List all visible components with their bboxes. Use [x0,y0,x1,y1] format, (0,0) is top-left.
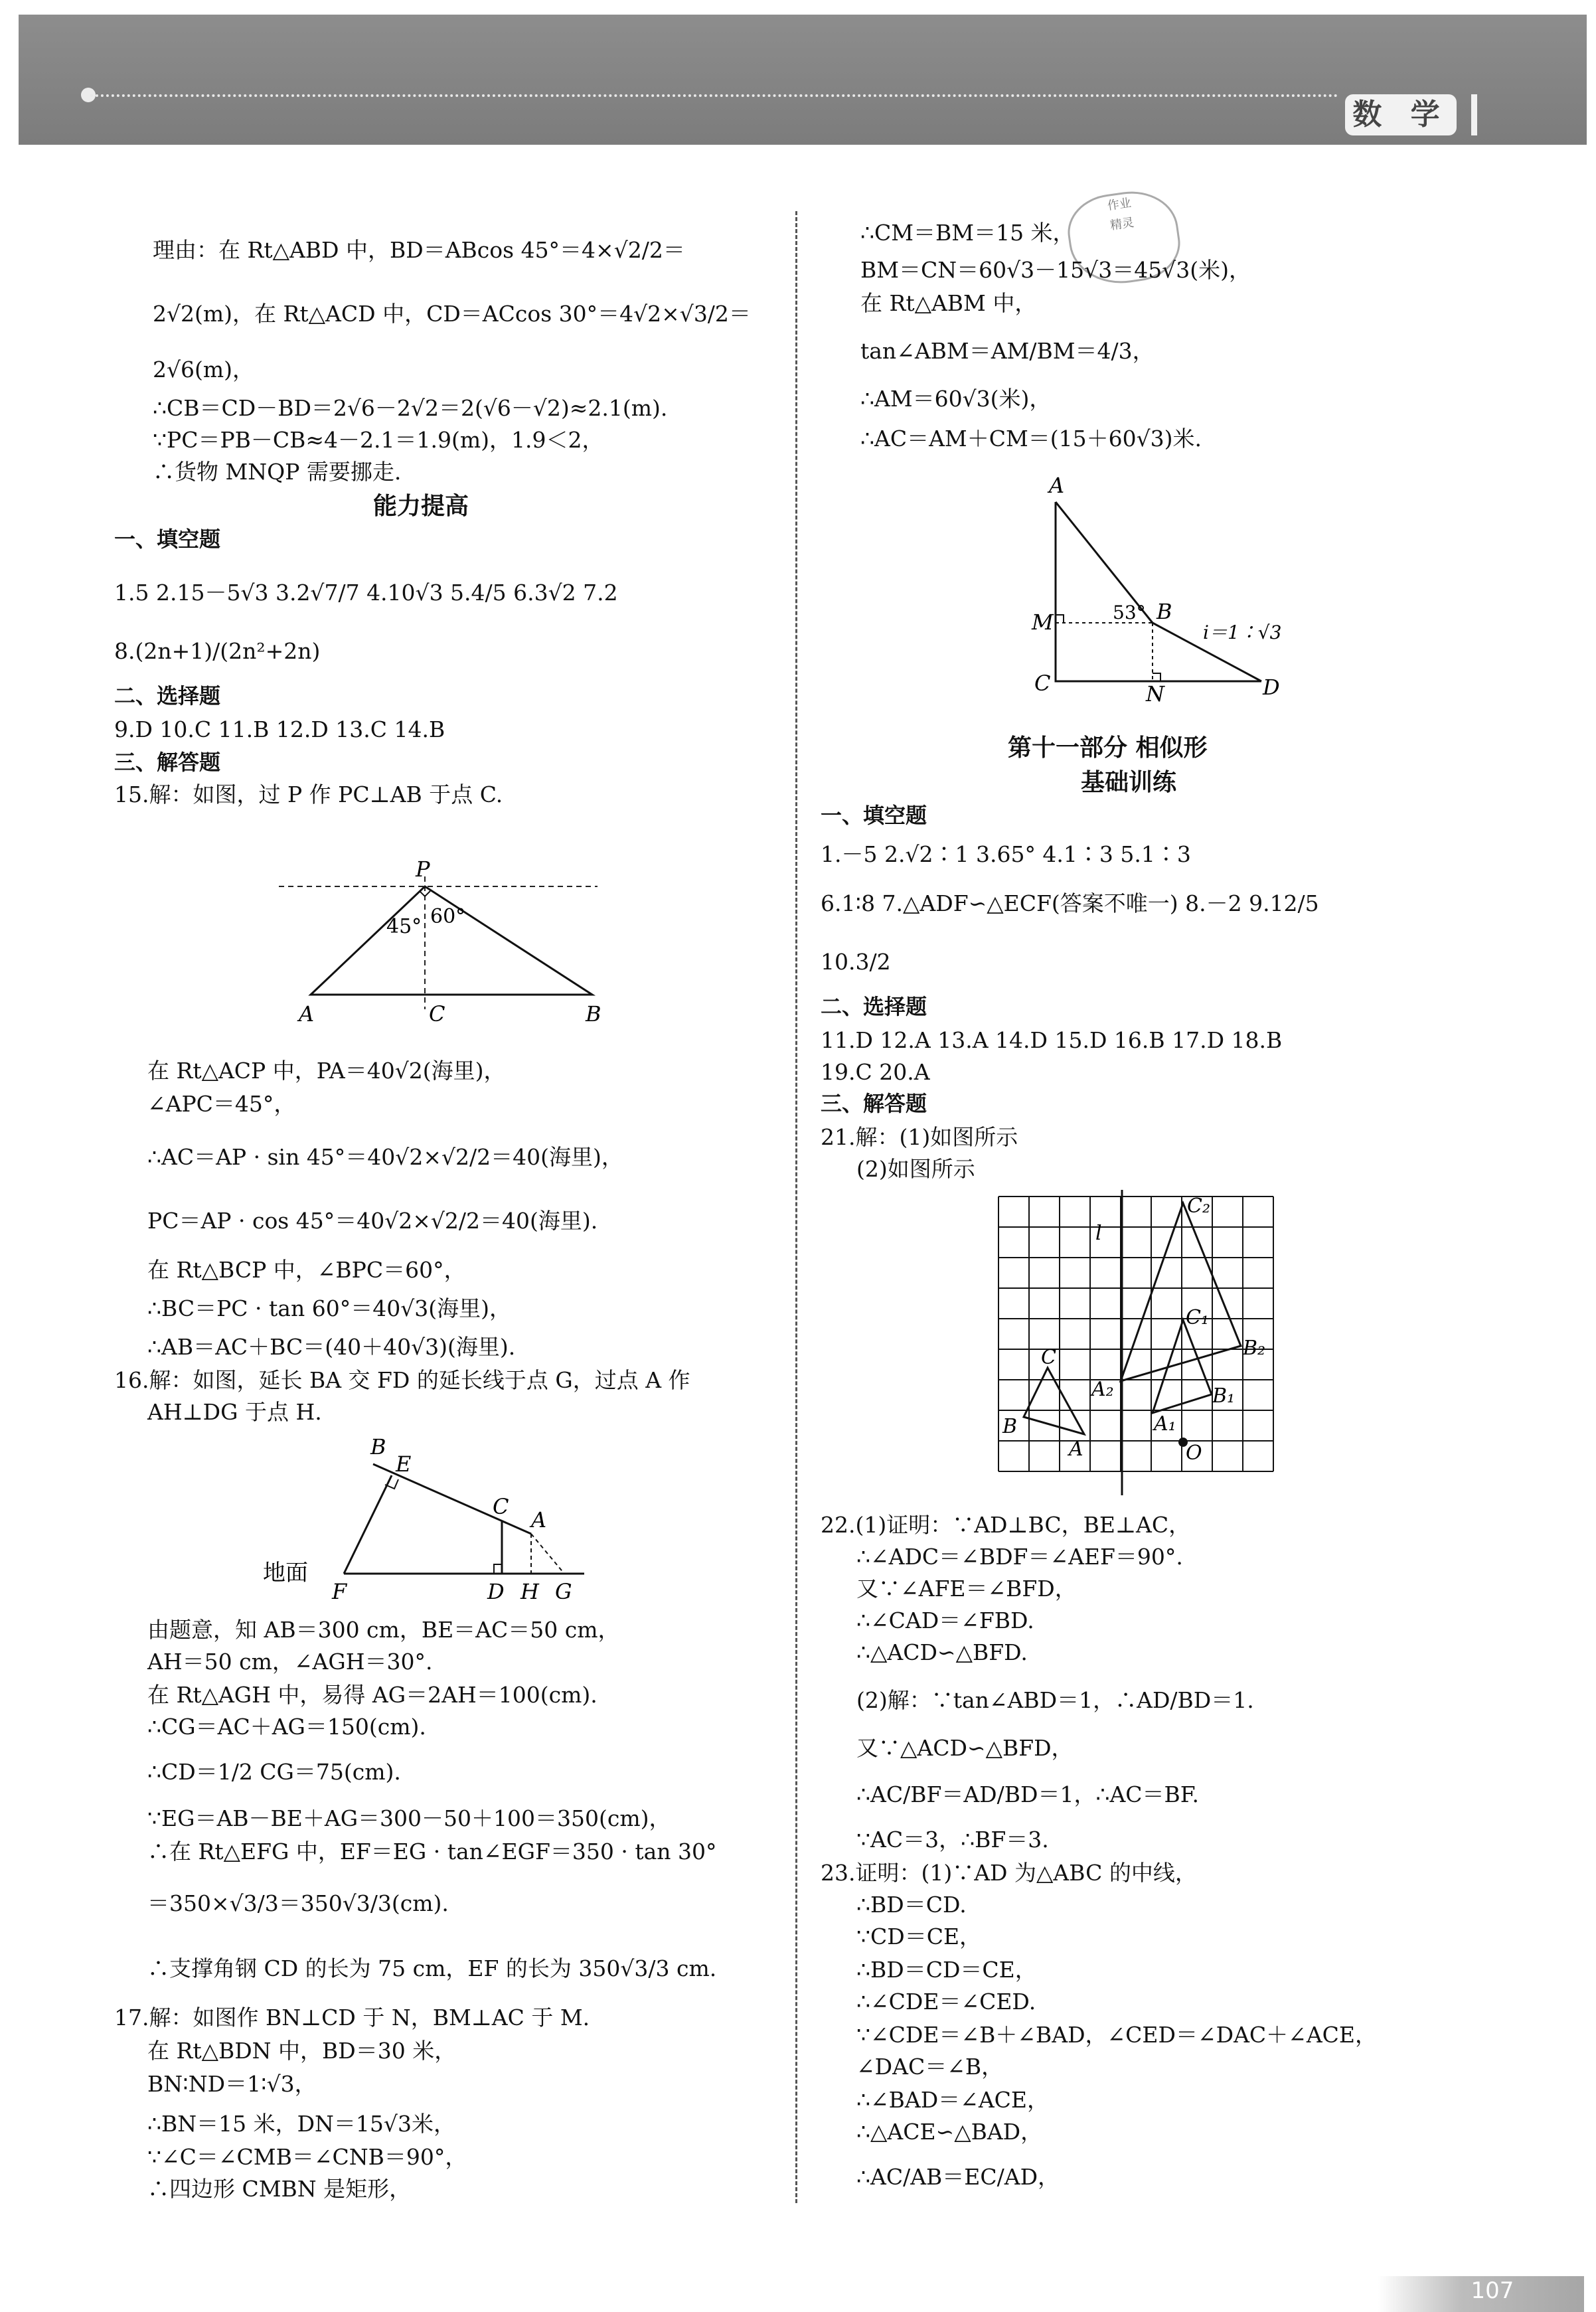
text-line: 23.证明：(1)∵AD 为△ABC 的中线， [821,1860,1197,1886]
label-b: B [1002,1415,1018,1438]
text-line: ∴CG＝AC＋AG＝150(cm). [147,1714,426,1740]
text-line: ∵AC＝3，∴BF＝3. [856,1827,1049,1853]
answer-line: 6.1∶8 7.△ADF∽△ECF(答案不唯一) 8.－2 9.12/5 [821,890,1319,916]
section-heading: 三、解答题 [114,750,221,775]
text-line: BM＝CN＝60√3－15√3＝45√3(米)， [860,257,1251,283]
text-line: 理由：在 Rt△ABD 中，BD＝ABcos 45°＝4×√2/2＝ [153,237,685,263]
label-b: B [586,1001,601,1027]
stamp-line: 作业 [1106,196,1133,213]
segment-fe [344,1475,392,1574]
label-a: A [1069,1438,1083,1461]
label-b2: B₂ [1243,1337,1266,1360]
figure-16 [259,1428,604,1613]
column-divider [795,211,797,2203]
text-line: ∵CD＝CE， [856,1924,982,1949]
text-line: ∴AB＝AC＋BC＝(40＋40√3)(海里). [147,1334,516,1360]
label-e: E [396,1451,412,1477]
right-angle-mark-d [494,1564,502,1574]
section-heading: 一、填空题 [114,527,221,552]
text-line: ∴货物 MNQP 需要挪走. [153,459,402,485]
triangle-apb [311,886,592,995]
text-line: ∴支撑角钢 CD 的长为 75 cm，EF 的长为 350√3/3 cm. [147,1955,717,1981]
label-o: O [1186,1442,1202,1465]
text-line: 由题意，知 AB＝300 cm，BE＝AC＝50 cm， [147,1617,620,1643]
grid-figure [983,1183,1315,1502]
section-title: 能力提高 [373,493,469,520]
label-c: C [1041,1346,1056,1369]
answer-line: 9.D 10.C 11.B 12.D 13.C 14.B [114,716,445,742]
text-line: ∴BN＝15 米，DN＝15√3米， [147,2111,455,2137]
label-f: F [332,1579,347,1604]
figure-15 [266,850,611,1029]
label-a: A [299,1001,315,1027]
text-line: ∴∠CAD＝∠FBD. [856,1608,1034,1633]
figure-17 [1022,469,1301,708]
text-line: 22.(1)证明：∵AD⊥BC，BE⊥AC， [821,1512,1191,1538]
text-line: 在 Rt△AGH 中，易得 AG＝2AH＝100(cm). [147,1682,598,1708]
text-line: ∴CM＝BM＝15 米， [860,220,1075,246]
text-line: 在 Rt△BDN 中，BD＝30 米， [147,2038,457,2064]
segment-acd [1056,502,1261,681]
text-line: ∵EG＝AB－BE＋AG＝300－50＋100＝350(cm)， [147,1805,671,1831]
text-line: ∴∠ADC＝∠BDF＝∠AEF＝90°. [856,1544,1183,1570]
text-line: 在 Rt△ABM 中， [860,290,1037,316]
answer-line: 1.－5 2.√2∶1 3.65° 4.1∶3 5.1∶3 [821,841,1191,867]
right-angle-mark-m [1056,615,1064,623]
text-line: 2√6(m)， [153,357,255,382]
label-45: 45° [386,915,422,938]
text-line: 在 Rt△BCP 中，∠BPC＝60°， [147,1257,466,1283]
label-c2: C₂ [1187,1195,1210,1218]
page-number: 107 [1471,2277,1514,2304]
triangle-a2b2c2 [1121,1203,1241,1381]
text-line: ∵∠CDE＝∠B＋∠BAD，∠CED＝∠DAC＋∠ACE， [856,2022,1377,2048]
text-line: ∴AC＝AP · sin 45°＝40√2×√2/2＝40(海里)， [147,1144,623,1170]
text-line: ∴四边形 CMBN 是矩形， [147,2176,412,2202]
text-line: ∴△ACD∽△BFD. [856,1639,1028,1665]
label-h: H [520,1579,539,1604]
subject-bar [1471,94,1477,135]
label-l: l [1095,1222,1102,1245]
text-line: ∴AC/BF＝AD/BD＝1，∴AC＝BF. [856,1781,1200,1807]
label-b: B [1157,599,1172,624]
label-a2: A₂ [1091,1378,1114,1401]
text-line: tan∠ABM＝AM/BM＝4/3， [860,338,1155,364]
label-c1: C₁ [1186,1306,1209,1329]
text-line: 15.解：如图，过 P 作 PC⊥AB 于点 C. [114,782,503,807]
label-slope: i＝1∶√3 [1203,621,1282,643]
section-heading: 二、选择题 [114,683,221,708]
text-line: ∠APC＝45°， [147,1091,296,1117]
answer-line: 19.C 20.A [821,1059,930,1085]
text-line: ∴△ACE∽△BAD， [856,2119,1043,2145]
label-a: A [1049,473,1065,498]
text-line: 在 Rt△ACP 中，PA＝40√2(海里)， [147,1058,506,1084]
stamp-line: 精灵 [1109,215,1135,233]
answer-line: 10.3/2 [821,949,891,975]
text-line: 17.解：如图作 BN⊥CD 于 N，BM⊥AC 于 M. [114,2005,590,2030]
right-angle-mark-n [1153,673,1160,681]
text-line: AH＝50 cm，∠AGH＝30°. [147,1649,433,1675]
text-line: ∴CB＝CD－BD＝2√6－2√2＝2(√6－√2)≈2.1(m). [153,395,668,421]
text-line: ∴BD＝CD. [856,1892,967,1918]
label-p: P [416,857,430,882]
text-line: ∴AM＝60√3(米)， [860,386,1052,412]
label-c: C [493,1494,509,1519]
text-line: ＝350×√3/3＝350√3/3(cm). [147,1890,449,1916]
section-heading: 二、选择题 [821,994,927,1019]
text-line: 又∵△ACD∽△BFD， [856,1735,1074,1761]
subject-label: 数 学 [1345,94,1457,135]
part-title: 第十一部分 相似形 [1008,734,1208,762]
triangle-abc [1024,1368,1084,1434]
answer-line: 11.D 12.A 13.A 14.D 15.D 16.B 17.D 18.B [821,1027,1283,1053]
text-line: 21.解：(1)如图所示 [821,1124,1018,1150]
text-line: 16.解：如图，延长 BA 交 FD 的延长线于点 G，过点 A 作 [114,1367,690,1393]
text-line: ∴在 Rt△EFG 中，EF＝EG · tan∠EGF＝350 · tan 30° [147,1839,717,1864]
grid [998,1197,1273,1471]
text-line: PC＝AP · cos 45°＝40√2×√2/2＝40(海里). [147,1208,598,1234]
label-g: G [555,1579,572,1604]
label-60: 60° [430,905,466,928]
text-line: ∵PC＝PB－CB≈4－2.1＝1.9(m)，1.9＜2， [153,427,604,453]
text-line: ∴AC/AB＝EC/AD， [856,2164,1060,2190]
text-line: ∵∠C＝∠CMB＝∠CNB＝90°， [147,2144,467,2170]
label-b: B [370,1434,386,1459]
text-line: ∠DAC＝∠B， [856,2054,1004,2080]
text-line: (2)如图所示 [856,1156,975,1182]
section-heading: 三、解答题 [821,1091,927,1116]
text-line: ∴AC＝AM＋CM＝(15＋60√3)米. [860,426,1202,452]
label-n: N [1146,681,1164,706]
label-m: M [1032,610,1054,635]
answer-line: 8.(2n+1)/(2n²+2n) [114,638,321,664]
page-header [19,15,1587,145]
label-a: A [531,1507,547,1532]
text-line: AH⊥DG 于点 H. [147,1399,322,1425]
label-d: D [487,1579,505,1604]
answer-line: 1.5 2.15－5√3 3.2√7/7 4.10√3 5.4/5 6.3√2 7.2 [114,580,618,606]
text-line: ∴∠BAD＝∠ACE， [856,2087,1050,2113]
part-subtitle: 基础训练 [1081,769,1177,796]
label-d: D [1263,675,1280,700]
text-line: ∴∠CDE＝∠CED. [856,1989,1036,2015]
label-53: 53° [1113,602,1146,623]
text-line: (2)解：∵tan∠ABD＝1，∴AD/BD＝1. [856,1687,1254,1713]
section-heading: 一、填空题 [821,803,927,828]
text-line: BN∶ND＝1∶√3， [147,2071,317,2097]
right-angle-mark [420,891,430,896]
header-dotted-line [90,94,1338,97]
text-line: ∴BC＝PC · tan 60°＝40√3(海里)， [147,1295,511,1321]
text-line: 又∵∠AFE＝∠BFD， [856,1576,1077,1602]
label-a1: A₁ [1154,1412,1176,1436]
label-c: C [429,1001,445,1027]
text-line: 2√2(m)，在 Rt△ACD 中，CD＝ACcos 30°＝4√2×√3/2＝ [153,301,751,327]
text-line: ∴CD＝1/2 CG＝75(cm). [147,1759,401,1785]
text-line: ∴BD＝CD＝CE， [856,1957,1037,1983]
segment-ag [531,1534,564,1574]
label-c: C [1034,671,1051,696]
label-b1: B₁ [1212,1384,1236,1408]
label-ground: 地面 [263,1560,308,1586]
